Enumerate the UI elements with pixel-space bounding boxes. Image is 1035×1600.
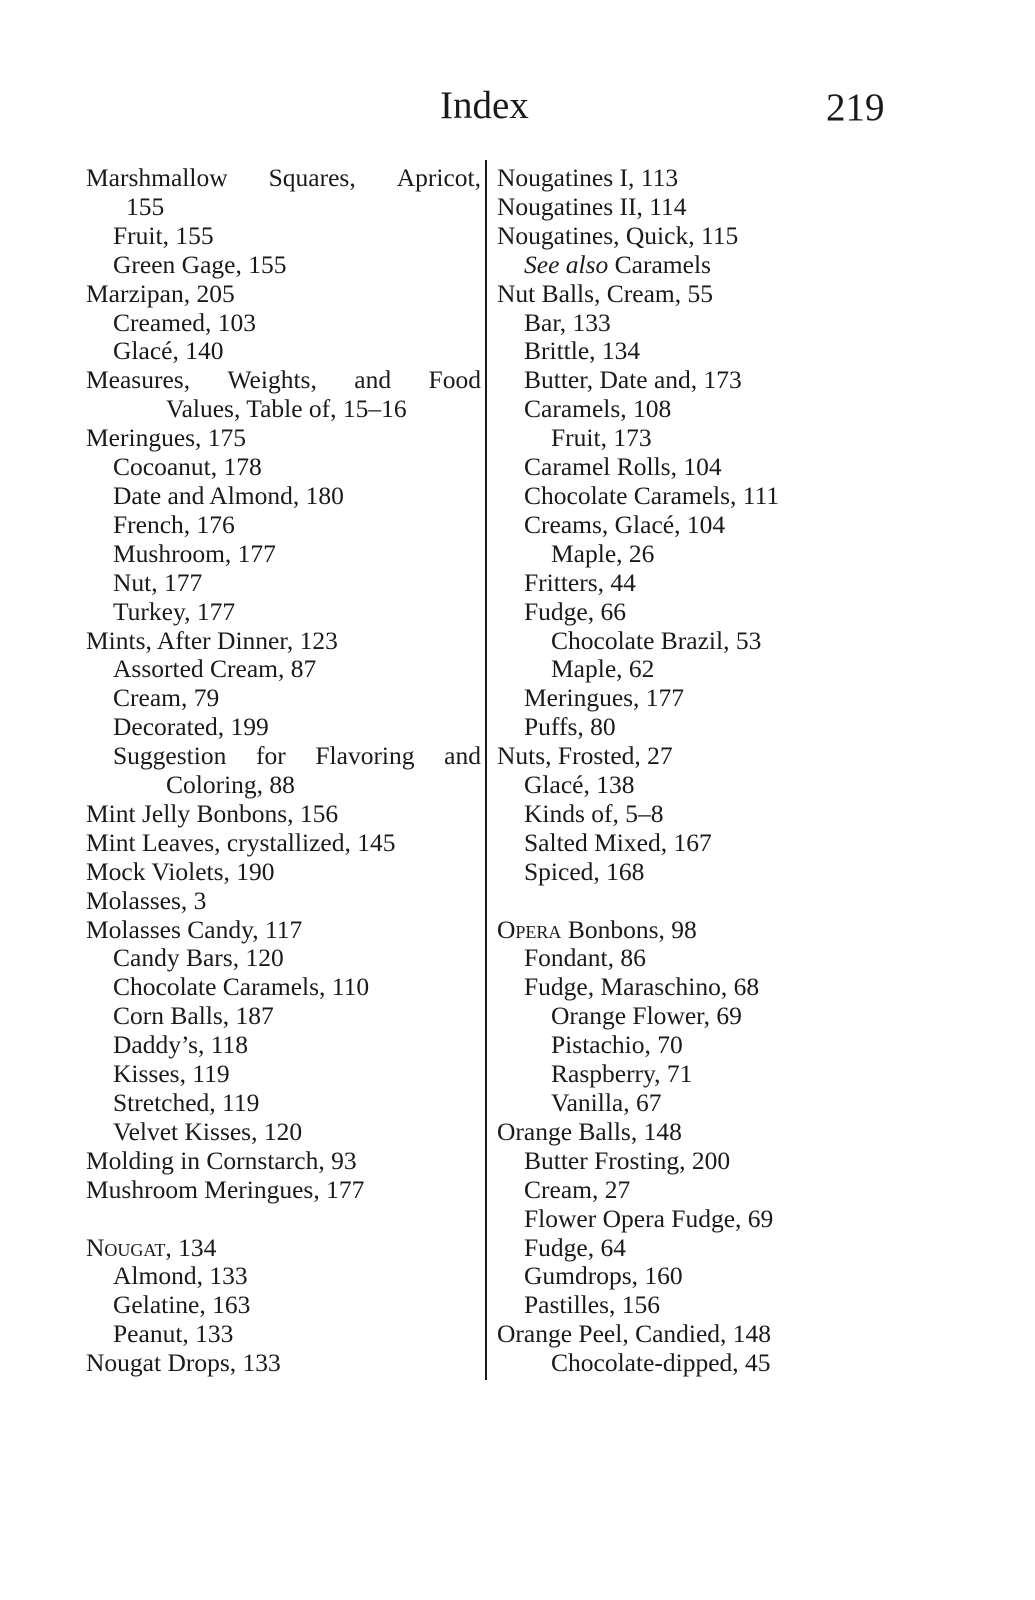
index-entry: Nuts, Frosted, 27 (497, 741, 673, 771)
index-entry-continuation: 155 (126, 191, 165, 221)
section-gap (497, 887, 827, 916)
index-subsubentry: Fruit, 173 (551, 423, 652, 453)
section-gap (86, 1205, 481, 1234)
index-entry-continuation: Coloring, 88 (166, 770, 295, 800)
index-cross-reference: See also Caramels (524, 249, 711, 279)
index-subentry: Glacé, 138 (524, 770, 635, 800)
index-subentry: Creams, Glacé, 104 (524, 509, 726, 539)
index-subentry: Fondant, 86 (524, 943, 646, 973)
index-subsubentry: Pistachio, 70 (551, 1030, 683, 1060)
page-number: 219 (826, 86, 885, 129)
index-subentry: Pastilles, 156 (524, 1290, 661, 1320)
index-entry: Molasses, 3 (86, 885, 207, 915)
index-subentry: Brittle, 134 (524, 336, 641, 366)
index-subentry: Spiced, 168 (524, 856, 645, 886)
index-subentry: Fritters, 44 (524, 567, 636, 597)
page-title: Index (440, 84, 529, 127)
index-entry: Orange Balls, 148 (497, 1116, 682, 1146)
index-subentry: Corn Balls, 187 (113, 1001, 274, 1031)
index-entry: Molasses Candy, 117 (86, 914, 303, 944)
index-subentry: Chocolate Caramels, 111 (524, 480, 780, 510)
index-subentry: Daddy’s, 118 (113, 1030, 249, 1060)
index-subentry: Caramel Rolls, 104 (524, 452, 722, 482)
index-entry: Opera Bonbons, 98 (497, 914, 697, 944)
index-entry: Mint Jelly Bonbons, 156 (86, 798, 339, 828)
index-subentry: Kisses, 119 (113, 1059, 230, 1089)
index-subentry: Meringues, 177 (524, 683, 685, 713)
page-header (0, 84, 1035, 144)
index-subentry: Bar, 133 (524, 307, 611, 337)
index-subentry: Gumdrops, 160 (524, 1261, 683, 1291)
index-subentry: French, 176 (113, 509, 235, 539)
index-subentry: Velvet Kisses, 120 (113, 1116, 303, 1146)
index-subentry: Cocoanut, 178 (113, 452, 262, 482)
index-subentry: Almond, 133 (113, 1261, 248, 1291)
index-subentry: Mushroom, 177 (113, 538, 276, 568)
index-subentry: Butter, Date and, 173 (524, 365, 742, 395)
index-subentry: Nut, 177 (113, 567, 203, 597)
column-divider (485, 160, 487, 1380)
index-column-left (86, 164, 481, 1378)
index-entry: Nougat Drops, 133 (86, 1348, 281, 1378)
index-subentry: Suggestion for Flavoring and (113, 741, 481, 771)
index-subsubentry: Raspberry, 71 (551, 1059, 693, 1089)
index-subentry: Green Gage, 155 (113, 249, 287, 279)
index-subsubentry: Chocolate Brazil, 53 (551, 625, 762, 655)
index-subentry: Gelatine, 163 (113, 1290, 251, 1320)
index-subsubentry: Orange Flower, 69 (551, 1001, 742, 1031)
index-entry: Mint Leaves, crystallized, 145 (86, 827, 396, 857)
index-subentry: Fudge, Maraschino, 68 (524, 972, 760, 1002)
index-subentry: Cream, 27 (524, 1174, 631, 1204)
index-entry: Marzipan, 205 (86, 278, 235, 308)
index-subentry: Peanut, 133 (113, 1319, 234, 1349)
index-subentry: Fudge, 66 (524, 596, 626, 626)
index-subentry: Fudge, 64 (524, 1232, 626, 1262)
index-subentry: Chocolate Caramels, 110 (113, 972, 370, 1002)
index-entry: Mock Violets, 190 (86, 856, 275, 886)
index-subentry: Stretched, 119 (113, 1088, 260, 1117)
index-entry: Measures, Weights, and Food (86, 365, 481, 395)
index-entry: Nougat, 134 (86, 1232, 217, 1262)
index-subentry: Candy Bars, 120 (113, 943, 284, 973)
index-entry: Meringues, 175 (86, 423, 247, 453)
index-subsubentry: Maple, 26 (551, 538, 655, 568)
index-subentry: Decorated, 199 (113, 712, 269, 742)
index-subentry: Cream, 79 (113, 683, 220, 713)
index-entry: Nougatines I, 113 (497, 163, 679, 192)
index-subsubentry: Vanilla, 67 (551, 1087, 662, 1117)
index-entry: Orange Peel, Candied, 148 (497, 1319, 772, 1349)
index-subentry: Turkey, 177 (113, 596, 236, 626)
index-entry: Nougatines, Quick, 115 (497, 220, 739, 250)
index-subentry: Fruit, 155 (113, 220, 214, 250)
index-subentry: Glacé, 140 (113, 336, 224, 366)
index-subentry: Assorted Cream, 87 (113, 654, 317, 684)
index-subsubentry: Chocolate-dipped, 45 (551, 1348, 771, 1378)
index-subentry: Kinds of, 5–8 (524, 798, 664, 828)
index-subsubentry: Maple, 62 (551, 654, 655, 684)
index-column-right (497, 164, 827, 1378)
index-entry: Nut Balls, Cream, 55 (497, 278, 714, 308)
index-subentry: Flower Opera Fudge, 69 (524, 1203, 774, 1233)
index-subentry: Puffs, 80 (524, 712, 616, 742)
index-subentry: Creamed, 103 (113, 307, 257, 337)
index-entry: Mints, After Dinner, 123 (86, 625, 338, 655)
index-entry: Marshmallow Squares, Apricot, (86, 163, 481, 192)
index-subentry: Salted Mixed, 167 (524, 827, 712, 857)
index-entry: Nougatines II, 114 (497, 191, 687, 221)
index-subentry: Date and Almond, 180 (113, 480, 344, 510)
index-entry: Mushroom Meringues, 177 (86, 1174, 365, 1204)
index-entry: Molding in Cornstarch, 93 (86, 1145, 357, 1175)
index-subentry: Butter Frosting, 200 (524, 1145, 731, 1175)
index-subentry: Caramels, 108 (524, 394, 672, 424)
index-entry-continuation: Values, Table of, 15–16 (166, 394, 407, 424)
